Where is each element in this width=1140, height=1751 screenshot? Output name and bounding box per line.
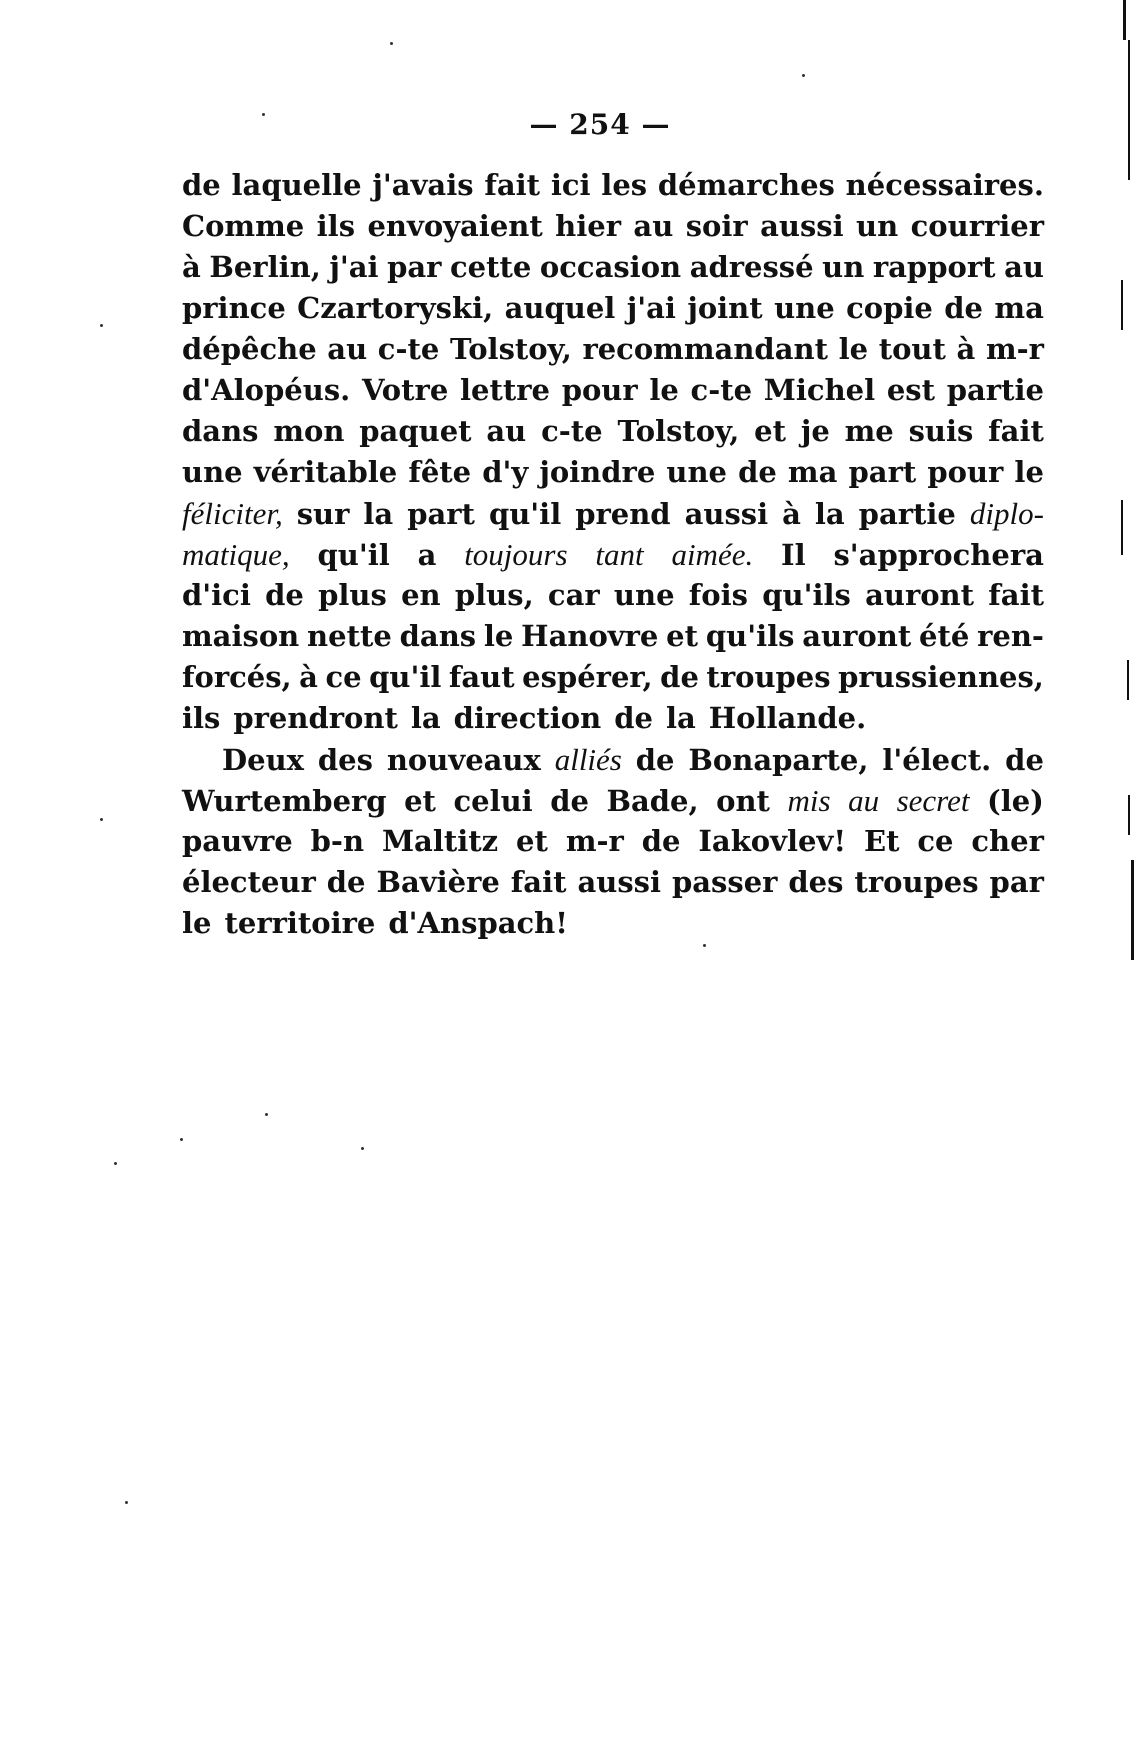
word: adressé bbox=[689, 250, 814, 284]
word: Iakovlev! bbox=[698, 824, 847, 858]
word: occasion bbox=[539, 250, 682, 284]
word: une bbox=[182, 455, 243, 489]
scan-edge-mark bbox=[1121, 280, 1123, 330]
word: paquet bbox=[359, 414, 472, 448]
word: des bbox=[788, 865, 844, 899]
text-line bbox=[182, 291, 1044, 332]
word: dépêche bbox=[182, 332, 317, 366]
word: ce bbox=[325, 660, 362, 694]
word: auront bbox=[865, 578, 975, 612]
word: ma bbox=[787, 455, 838, 489]
word: de bbox=[641, 824, 681, 858]
word: rapport bbox=[872, 250, 996, 284]
word: je bbox=[800, 414, 830, 448]
scan-speck bbox=[265, 1113, 268, 1116]
word: auront bbox=[802, 619, 912, 653]
word: qu'il bbox=[369, 660, 442, 694]
word: j'ai bbox=[626, 291, 676, 325]
word: électeur bbox=[182, 865, 316, 899]
scan-speck bbox=[100, 818, 103, 821]
text-line bbox=[182, 168, 1044, 209]
word: espérer, bbox=[522, 660, 653, 694]
scan-speck bbox=[390, 42, 393, 45]
word: le bbox=[1014, 455, 1044, 489]
text-line bbox=[182, 209, 1044, 250]
word: passer bbox=[671, 865, 778, 899]
italic-word: mis bbox=[787, 783, 831, 818]
word: qu'il bbox=[317, 538, 390, 572]
word: Berlin, bbox=[209, 250, 321, 284]
word: prendront bbox=[233, 701, 398, 735]
word: de bbox=[660, 660, 699, 694]
word: au bbox=[1004, 250, 1044, 284]
text-line bbox=[182, 824, 1044, 865]
word: prussiennes, bbox=[838, 660, 1044, 694]
word: forcés, bbox=[182, 660, 292, 694]
word: Il bbox=[781, 538, 806, 572]
scan-edge-mark bbox=[1128, 795, 1130, 835]
word: m-r bbox=[985, 332, 1044, 366]
scan-speck bbox=[100, 324, 103, 327]
word: qu'il bbox=[488, 497, 562, 531]
word: Comme bbox=[182, 209, 305, 243]
word: a bbox=[417, 538, 437, 572]
word: fait bbox=[484, 168, 541, 202]
word: démarches bbox=[657, 168, 835, 202]
word: fête bbox=[408, 455, 472, 489]
text-line bbox=[182, 332, 1044, 373]
word: de bbox=[265, 578, 304, 612]
scan-speck bbox=[703, 944, 706, 947]
word: cher bbox=[971, 824, 1044, 858]
text-line bbox=[182, 660, 1044, 701]
body-text bbox=[182, 168, 1044, 947]
word: et bbox=[516, 824, 548, 858]
word: envoyaient bbox=[367, 209, 543, 243]
word: plus bbox=[318, 578, 387, 612]
word: à bbox=[182, 250, 201, 284]
word: prince bbox=[182, 291, 286, 325]
word: de bbox=[182, 168, 221, 202]
word: un bbox=[822, 250, 865, 284]
word: dans bbox=[399, 619, 477, 653]
word: sur bbox=[296, 497, 350, 531]
word: fait bbox=[988, 414, 1044, 448]
word: faut bbox=[448, 660, 515, 694]
text-line bbox=[182, 414, 1044, 455]
word: d'ici bbox=[182, 578, 251, 612]
word: et bbox=[404, 784, 436, 818]
italic-word: féliciter, bbox=[182, 496, 283, 531]
text-line bbox=[182, 496, 1044, 537]
word: l'élect. bbox=[882, 743, 992, 777]
text-line bbox=[182, 537, 1044, 578]
word: joindre bbox=[539, 455, 656, 489]
word: partie bbox=[946, 373, 1044, 407]
word: des bbox=[317, 743, 373, 777]
word: ici bbox=[550, 168, 591, 202]
word: fois bbox=[688, 578, 748, 612]
word: la bbox=[665, 701, 696, 735]
word: troupes bbox=[706, 660, 831, 694]
word: à bbox=[956, 332, 976, 366]
word: d'Alopéus. bbox=[182, 373, 351, 407]
word: Votre bbox=[361, 373, 449, 407]
word: été bbox=[919, 619, 970, 653]
scan-speck bbox=[125, 1501, 128, 1504]
word: recommandant bbox=[582, 332, 828, 366]
word: d'Anspach! bbox=[388, 906, 568, 940]
word: Czartoryski, bbox=[297, 291, 494, 325]
word: partie bbox=[858, 497, 956, 531]
word: b-n bbox=[310, 824, 365, 858]
word: de bbox=[614, 701, 653, 735]
italic-word: matique, bbox=[182, 537, 290, 572]
word: c-te bbox=[690, 373, 753, 407]
text-line bbox=[182, 619, 1044, 660]
word: suis bbox=[908, 414, 974, 448]
word: aussi bbox=[760, 209, 844, 243]
word: tout bbox=[878, 332, 946, 366]
word: fait bbox=[988, 578, 1044, 612]
text-line bbox=[182, 783, 1044, 824]
word: et bbox=[666, 619, 699, 653]
word: en bbox=[401, 578, 441, 612]
scan-speck bbox=[802, 74, 805, 77]
word: aussi bbox=[577, 865, 661, 899]
word: c-te bbox=[377, 332, 440, 366]
word: j'avais bbox=[372, 168, 474, 202]
word: est bbox=[886, 373, 936, 407]
word: ils bbox=[316, 209, 356, 243]
word: plus, bbox=[454, 578, 534, 612]
word: s'approchera bbox=[833, 538, 1044, 572]
word: Bonaparte, bbox=[688, 743, 869, 777]
word: m-r bbox=[565, 824, 624, 858]
word: part bbox=[407, 497, 475, 531]
scan-edge-mark bbox=[1123, 0, 1126, 40]
word: car bbox=[547, 578, 600, 612]
word: Hanovre bbox=[521, 619, 659, 653]
scan-speck bbox=[361, 1147, 364, 1150]
scan-edge-mark bbox=[1127, 660, 1129, 700]
word: pour bbox=[561, 373, 638, 407]
text-line bbox=[182, 701, 1044, 742]
text-line bbox=[182, 250, 1044, 291]
word: au bbox=[486, 414, 527, 448]
word: de bbox=[550, 784, 589, 818]
word: Tolstoy, bbox=[617, 414, 740, 448]
word: lettre bbox=[459, 373, 550, 407]
word: Et bbox=[863, 824, 900, 858]
word: nécessaires. bbox=[845, 168, 1044, 202]
word: pour bbox=[927, 455, 1004, 489]
word: celui bbox=[453, 784, 533, 818]
text-line bbox=[182, 742, 1044, 783]
word: c-te bbox=[541, 414, 603, 448]
word: laquelle bbox=[231, 168, 362, 202]
word: de bbox=[1005, 743, 1044, 777]
italic-word: tant bbox=[595, 537, 644, 572]
word: (le) bbox=[986, 784, 1044, 818]
word: les bbox=[601, 168, 648, 202]
text-line bbox=[182, 865, 1044, 906]
word: nette bbox=[307, 619, 392, 653]
word: fait bbox=[510, 865, 567, 899]
italic-word: secret bbox=[896, 783, 970, 818]
text-line bbox=[182, 373, 1044, 414]
text-line bbox=[182, 455, 1044, 496]
word: Bade, bbox=[606, 784, 699, 818]
scan-speck bbox=[114, 1162, 117, 1165]
word: prend bbox=[575, 497, 671, 531]
italic-word: aimée. bbox=[671, 537, 754, 572]
word: ont bbox=[716, 784, 770, 818]
word: soir bbox=[685, 209, 748, 243]
word: un bbox=[856, 209, 899, 243]
italic-word: alliés bbox=[554, 742, 622, 777]
page-number: — 254 — bbox=[529, 108, 671, 141]
word: et bbox=[754, 414, 786, 448]
word: j'ai bbox=[329, 250, 379, 284]
word: le bbox=[838, 332, 869, 366]
word: Bavière bbox=[376, 865, 500, 899]
word: territoire bbox=[224, 906, 376, 940]
word: aussi bbox=[684, 497, 769, 531]
word: nouveaux bbox=[386, 743, 541, 777]
word: véritable bbox=[253, 455, 398, 489]
word: ren- bbox=[977, 619, 1044, 653]
word: à bbox=[782, 497, 801, 531]
word: me bbox=[844, 414, 894, 448]
word: qu'ils bbox=[705, 619, 795, 653]
word: de bbox=[944, 291, 983, 325]
word: Hollande. bbox=[708, 701, 867, 735]
word: cette bbox=[450, 250, 532, 284]
word: de bbox=[738, 455, 777, 489]
word: par bbox=[989, 865, 1044, 899]
word: auquel bbox=[504, 291, 616, 325]
word: la bbox=[814, 497, 845, 531]
word: joint bbox=[687, 291, 763, 325]
word: la bbox=[410, 701, 441, 735]
scan-edge-mark bbox=[1131, 860, 1134, 960]
word: maison bbox=[182, 619, 300, 653]
word: d'y bbox=[482, 455, 529, 489]
italic-word: toujours bbox=[464, 537, 568, 572]
word: troupes bbox=[854, 865, 979, 899]
word: à bbox=[299, 660, 318, 694]
word: de bbox=[326, 865, 366, 899]
text-line bbox=[182, 578, 1044, 619]
word: direction bbox=[453, 701, 602, 735]
word: Michel bbox=[763, 373, 876, 407]
word: Tolstoy, bbox=[449, 332, 572, 366]
word: Maltitz bbox=[381, 824, 499, 858]
italic-word: diplo- bbox=[969, 496, 1044, 531]
word: pauvre bbox=[182, 824, 293, 858]
word: le bbox=[182, 906, 212, 940]
word: de bbox=[635, 743, 675, 777]
scan-edge-mark bbox=[1128, 40, 1130, 180]
word: ils bbox=[182, 701, 221, 735]
word: courrier bbox=[910, 209, 1044, 243]
word: une bbox=[666, 455, 727, 489]
word: qu'ils bbox=[762, 578, 851, 612]
word: au bbox=[327, 332, 368, 366]
word: la bbox=[363, 497, 394, 531]
word: le bbox=[483, 619, 514, 653]
word: une bbox=[774, 291, 835, 325]
word: copie bbox=[846, 291, 933, 325]
italic-word: au bbox=[848, 783, 880, 818]
word: Deux bbox=[222, 743, 304, 777]
word: le bbox=[649, 373, 679, 407]
word: ce bbox=[917, 824, 954, 858]
word: mon bbox=[273, 414, 345, 448]
word: hier bbox=[555, 209, 622, 243]
word: ma bbox=[994, 291, 1044, 325]
text-line bbox=[182, 906, 1044, 947]
word: au bbox=[633, 209, 674, 243]
word: une bbox=[613, 578, 675, 612]
scan-speck bbox=[180, 1138, 183, 1141]
word: part bbox=[848, 455, 917, 489]
word: dans bbox=[182, 414, 259, 448]
word: par bbox=[387, 250, 442, 284]
word: Wurtemberg bbox=[182, 784, 387, 818]
scan-edge-mark bbox=[1121, 500, 1123, 555]
scan-speck bbox=[262, 113, 265, 116]
